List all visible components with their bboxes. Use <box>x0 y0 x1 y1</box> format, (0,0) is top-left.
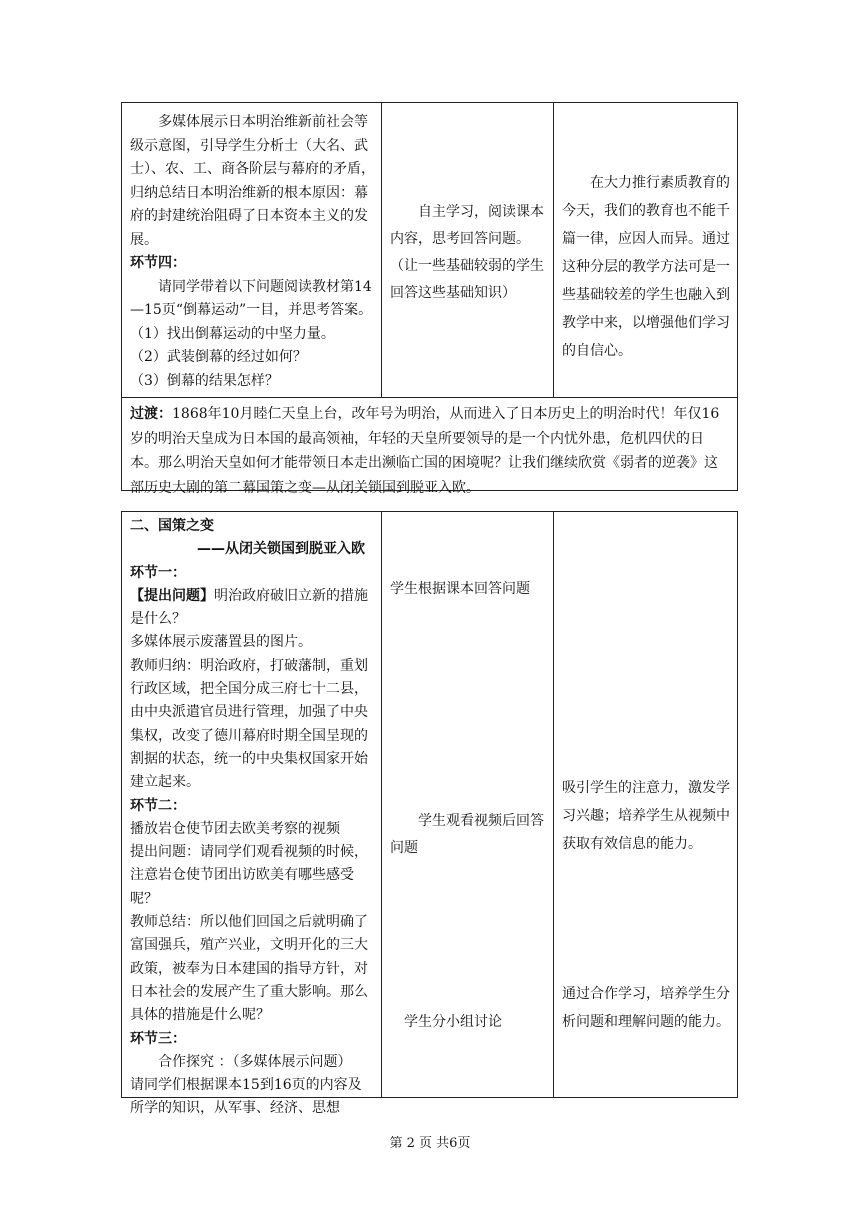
section-subtitle: ——从闭关锁国到脱亚入欧 <box>197 541 365 558</box>
design-intent-cell <box>554 512 737 1097</box>
paragraph: 多媒体展示日本明治维新前社会等级示意图，引导学生分析士（大名、武士）、农、工、商各阶层与幕府的矛盾，归纳总结日本明治维新的根本原因：幕府的封建统治阻碍了日本资本主义的发展。 <box>130 114 375 248</box>
transition-text: 1868年10月睦仁天皇上台，改年号为明治，从而进入了日本历史上的明治时代！年仅16岁的明治天皇成为日本国的最高领袖，年轻的天皇所要领导的是一个内忧外患，危机四伏的日本。那么明治天皇如何才能带领日本走出濒临亡国的困境呢？让我们继续欣赏《弱者的逆袭》这部历史大剧的第二幕国策之变—从闭关锁国到脱亚入欧。 <box>130 406 720 496</box>
section-heading: 环节二： <box>130 797 186 814</box>
paragraph: 在大力推行素质教育的今天，我们的教育也不能千篇一律，应因人而异。通过这种分层的教学方法可是一些基础较差的学生也融入到教学中来，以增强他们学习的自信心。 <box>562 175 730 359</box>
paragraph: 学生观看视频后回答问题 <box>390 813 544 856</box>
question-item: （2）武装倒幕的经过如何？ <box>130 349 307 365</box>
student-activity-cell <box>382 512 554 1097</box>
paragraph: 请同学带着以下问题阅读教材第14—15页“倒幕运动”一目，并思考答案。 <box>130 278 373 318</box>
paragraph: 教师总结：所以他们回国之后就明确了富国强兵，殖产兴业，文明开化的三大政策，被奉为日本建国的指导方针，对日本社会的发展产生了重大影响。那么具体的措施是什么呢？ <box>130 914 368 1024</box>
paragraph: 请同学们根据课本15到16页的内容及所学的知识，从军事、经济、思想 <box>130 1077 362 1117</box>
question-tag: 【提出问题】 <box>130 587 214 604</box>
transition-block <box>121 398 738 496</box>
question-item: （1）找出倒幕运动的中坚力量。 <box>130 325 335 342</box>
page-footer: 第 2 页 共6页 <box>389 1136 471 1151</box>
section-heading: 环节四： <box>130 255 186 271</box>
paragraph: 吸引学生的注意力，激发学习兴趣；培养学生从视频中获取有效信息的能力。 <box>562 780 730 852</box>
paragraph: 多媒体展示废藩置县的图片。 <box>130 634 312 651</box>
student-activity-cell <box>382 103 554 397</box>
design-intent-cell <box>554 103 737 397</box>
question-item: （3）倒幕的结果怎样？ <box>130 372 279 389</box>
section-heading: 环节一： <box>130 564 186 581</box>
teacher-activity-cell <box>122 103 382 397</box>
paragraph: 提出问题：请同学们观看视频的时候，注意岩仓使节团出访欧美有哪些感受呢？ <box>130 844 368 907</box>
teacher-activity-cell <box>122 512 382 1117</box>
paragraph: 学生分小组讨论 <box>404 1014 502 1030</box>
transition-label: 过渡： <box>130 406 172 422</box>
section-title: 二、国策之变 <box>130 518 214 534</box>
paragraph: 播放岩仓使节团去欧美考察的视频 <box>130 820 340 837</box>
paragraph: 教师归纳：明治政府，打破藩制，重划行政区域，把全国分成三府七十二县，由中央派遣官员进行管理，加强了中央集权，改变了德川幕府时期全国呈现的割据的状态，统一的中央集权国家开始建立起来。 <box>130 657 368 791</box>
paragraph: 自主学习，阅读课本内容，思考回答问题。（让一些基础较弱的学生回答这些基础知识） <box>390 204 544 301</box>
paragraph: 学生根据课本回答问题 <box>390 581 530 597</box>
paragraph: 通过合作学习，培养学生分析问题和理解问题的能力。 <box>562 986 730 1030</box>
teaching-table-part2 <box>121 511 738 1117</box>
paragraph: 合作探究 ：（多媒体展示问题） <box>158 1053 352 1070</box>
section-heading: 环节三： <box>130 1030 186 1047</box>
question-text: 明治政府破旧立新的措施是什么？ <box>130 587 368 628</box>
teaching-table-part1 <box>121 102 738 398</box>
